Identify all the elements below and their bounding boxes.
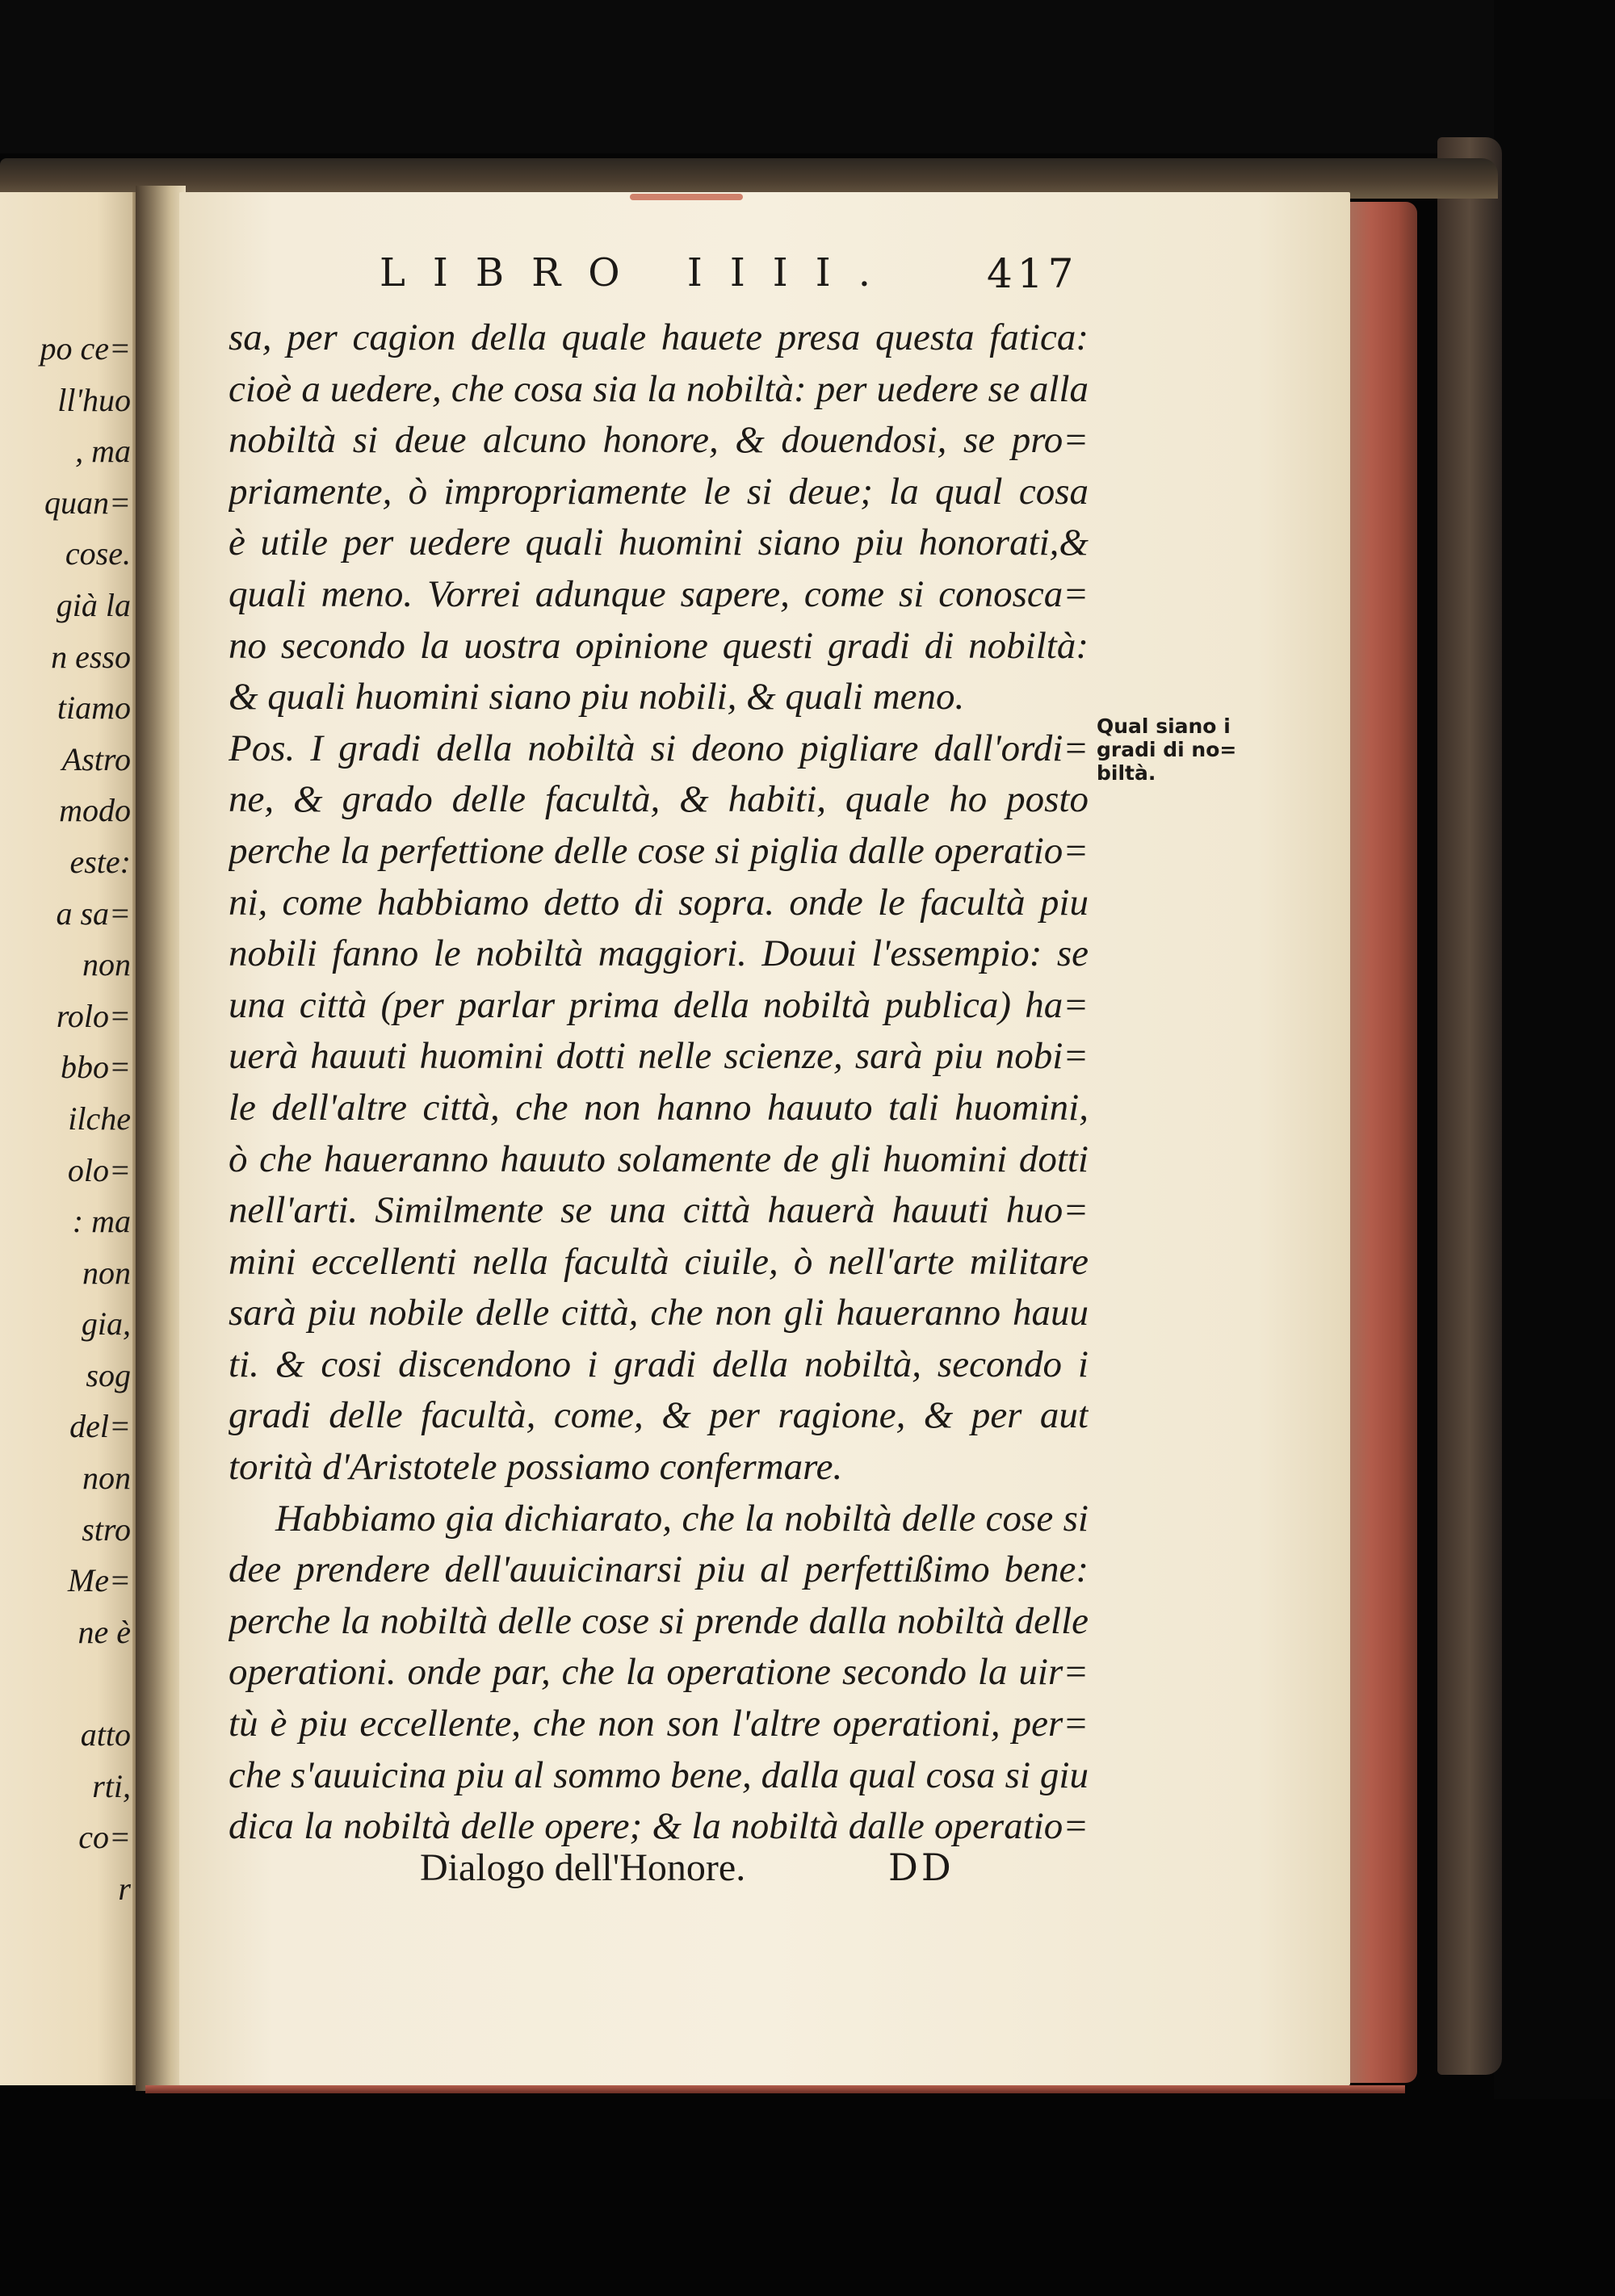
text-line: priamente, ò impropriamente le si deue; la qual cosa [229,470,1089,513]
text-line: ti. & cosi discendono i gradi della nobiltà, secondo i [229,1343,1089,1385]
text-line: tù è piu eccellente, che non son l'altre operationi, per= [229,1703,1089,1745]
page-number: 417 [987,250,1079,297]
left-page-fragment: del= [69,1408,131,1445]
text-line: perche la nobiltà delle cose si prende dalla nobiltà delle [229,1599,1089,1642]
text-line: Pos. I gradi della nobiltà si deono pigliare dall'ordi= [229,727,1089,769]
left-page-fragment: : ma [72,1203,131,1240]
footer-title: Dialogo dell'Honore. [420,1846,746,1889]
text-line: cioè a uedere, che cosa sia la nobiltà: per uedere se alla [229,367,1089,410]
page-fore-edge [1340,202,1417,2083]
body-text [229,312,1089,1853]
book-gutter [136,186,186,2091]
running-head: LIBRO IIII. [380,250,898,295]
text-line: uerà hauuti huomini dotti nelle scienze, sarà piu nobi= [229,1035,1089,1078]
page-top-edge [630,194,743,200]
text-line: torità d'Aristotele possiamo confermare. [229,1446,843,1489]
left-page-fragment: già la [56,586,131,623]
backdrop-top [0,0,1615,153]
text-line: Habbiamo gia dichiarato, che la nobiltà delle cose si [275,1497,1089,1540]
left-page-fragment: quan= [44,484,131,521]
signature-mark: DD [888,1846,954,1889]
left-page-fragment: gia, [81,1305,131,1343]
left-page-fragment: Me= [67,1562,131,1599]
left-page-fragment: modo [59,792,131,829]
left-page-fragment: atto [80,1716,131,1753]
text-line: mini eccellenti nella facultà ciuile, ò nell'arte militare [229,1240,1089,1283]
left-page-fragment: stro [82,1510,131,1548]
left-page-fragment: , ma [75,433,131,470]
left-page-fragment: r [118,1870,131,1907]
left-page-fragment: sog [86,1356,131,1393]
text-line: no secondo la uostra opinione questi gradi di nobiltà: [229,624,1089,667]
text-line: ò che haueranno hauuto solamente de gli huomini dotti [229,1138,1089,1180]
left-page-fragment: cose. [65,535,131,572]
left-page-fragment [0,1657,139,1709]
text-line: quali meno. Vorrei adunque sapere, come si conosca= [229,572,1089,615]
left-page-fragment: tiamo [57,689,131,727]
text-line: è utile per uedere quali huomini siano piu honorati,& [229,522,1089,564]
backdrop-bottom [0,2099,1615,2296]
page-bottom-edge [145,2085,1405,2093]
left-page-fragment: olo= [67,1151,131,1188]
left-page-fragment: Astro [61,740,131,777]
left-page-fragment: non [82,946,131,983]
text-line: sarà piu nobile delle città, che non gli haueranno hauu [229,1292,1089,1334]
text-line: nobili fanno le nobiltà maggiori. Douui l'essempio: se [229,932,1089,975]
margin-note-line: biltà. [1097,761,1156,785]
left-page-fragment: bbo= [61,1049,131,1086]
left-page-fragment: non [82,1254,131,1291]
margin-note-line: Qual siano i [1097,714,1231,738]
left-page-fragment: ne è [78,1613,131,1650]
text-line: ne, & grado delle facultà, & habiti, quale ho posto [229,778,1089,821]
text-line: perche la perfettione delle cose si piglia dalle operatio= [229,829,1089,872]
margin-note [1097,714,1266,785]
text-line: operationi. onde par, che la operatione secondo la uir= [229,1651,1089,1694]
left-page-text [0,323,139,1914]
text-line: che s'auuicina piu al sommo bene, dalla qual cosa si giu [229,1753,1089,1796]
text-line: ni, come habbiamo detto di sopra. onde le facultà piu [229,881,1089,924]
left-page-fragment: a sa= [56,895,131,932]
left-page-fragment: ll'huo [57,381,131,418]
text-line: sa, per cagion della quale hauete presa questa fatica: [229,316,1089,358]
text-line: dee prendere dell'auuicinarsi piu al perfettißimo bene: [229,1548,1089,1591]
left-page-fragment: po ce= [40,330,131,367]
left-page-fragment: rti, [92,1767,131,1804]
text-line: nell'arti. Similmente se una città hauerà hauuti huo= [229,1189,1089,1232]
text-line: una città (per parlar prima della nobiltà publica) ha= [229,983,1089,1026]
left-page-fragment: co= [78,1819,131,1856]
left-page-fragment: ilche [68,1100,131,1137]
text-line: le dell'altre città, che non hanno hauuto tali huomini, [229,1086,1089,1129]
margin-note-line: gradi di no= [1097,738,1237,761]
text-line: & quali huomini siano piu nobili, & quali meno. [229,676,965,719]
backdrop-right [1494,0,1615,2296]
text-line: nobiltà si deue alcuno honore, & douendosi, se pro= [229,419,1089,462]
left-page [0,192,139,2085]
left-page-fragment: rolo= [56,997,131,1034]
text-line: gradi delle facultà, come, & per ragione, & per aut [229,1394,1089,1437]
book-cover-edge [1437,137,1502,2075]
left-page-fragment: n esso [51,638,131,675]
left-page-fragment: non [82,1460,131,1497]
left-page-fragment: este: [69,843,131,880]
text-line: dica la nobiltà delle opere; & la nobiltà dalle operatio= [229,1805,1089,1848]
